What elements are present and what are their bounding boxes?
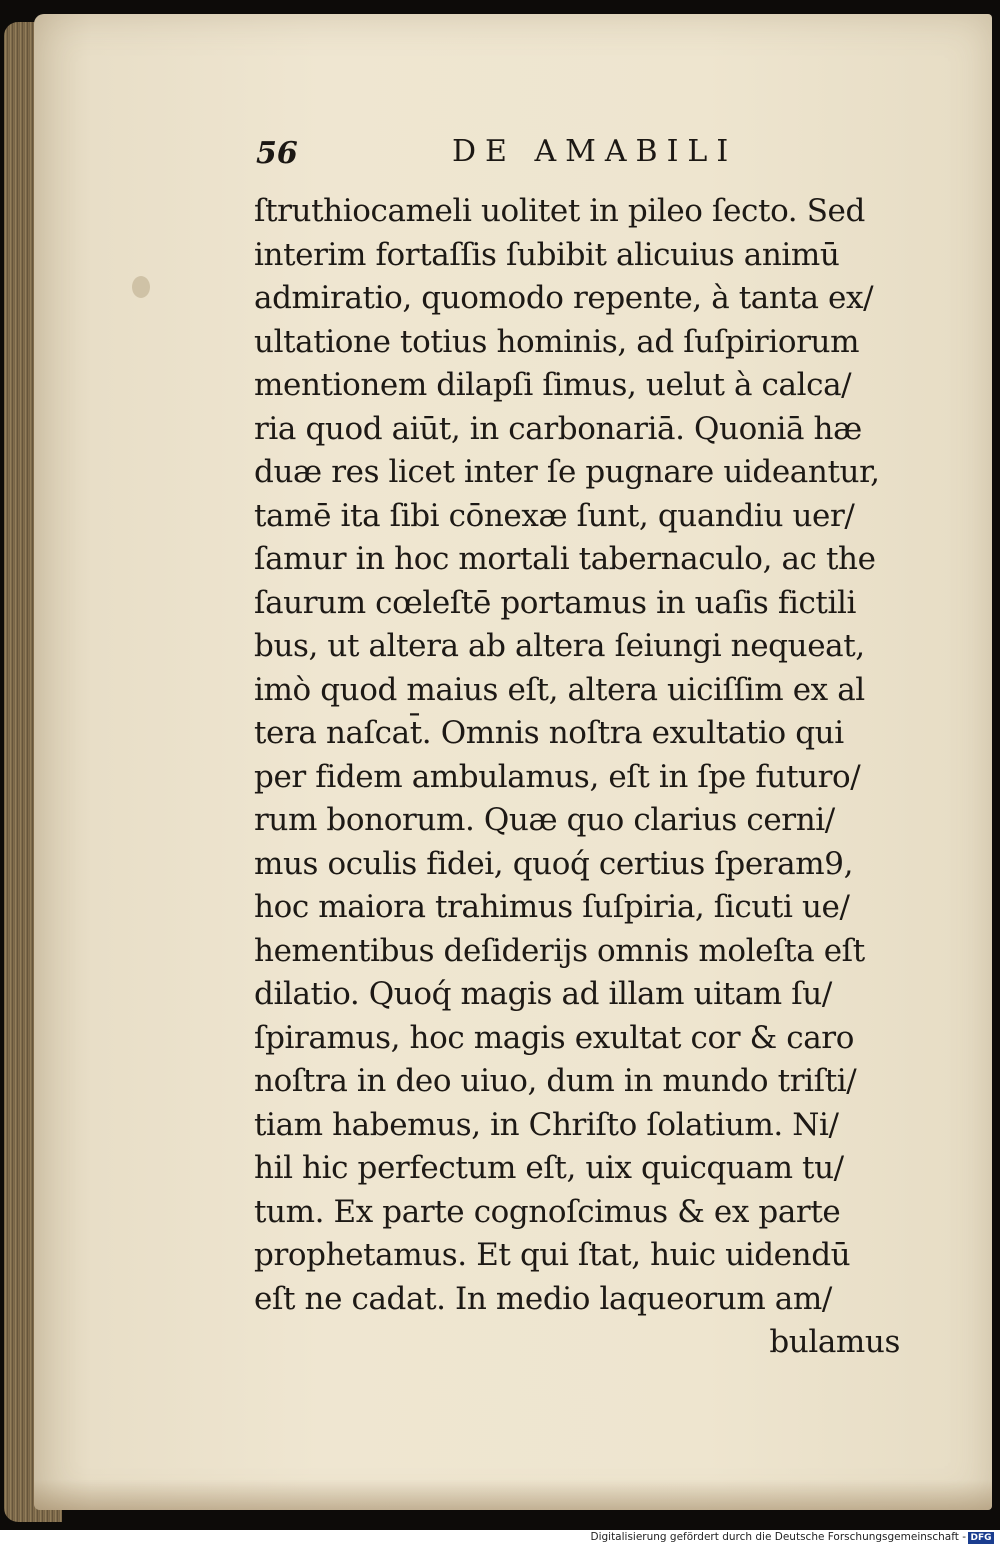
text-line: bus, ut altera ab altera ſeiungi nequeat, [254, 628, 865, 664]
text-line: hil hic perfectum eſt, uix quicquam tu/ [254, 1150, 844, 1186]
text-line: ria quod aiūt, in carbonariā. Quoniā hæ [254, 410, 862, 447]
text-line: duæ res licet inter ſe pugnare uideantur, [254, 454, 880, 490]
text-line: interim fortaſſis ſubibit alicuius animū [254, 236, 840, 273]
text-line: imò quod maius eſt, altera uiciſſim ex al [254, 671, 865, 708]
dfg-logo: DFG [968, 1532, 994, 1544]
running-head: DE AMABILI [452, 134, 738, 169]
text-line: per fidem ambulamus, eſt in ſpe futuro/ [254, 758, 861, 795]
text-line: hoc maiora trahimus ſuſpiria, ſicuti ue/ [254, 889, 850, 925]
text-line: eſt ne cadat. In medio laqueorum am/ [254, 1280, 832, 1317]
catchword-line: bulamus [769, 1324, 900, 1360]
page-number: 56 [256, 136, 298, 171]
paper-wormhole [132, 276, 150, 298]
text-line: ſamur in hoc mortali tabernaculo, ac the [254, 541, 876, 577]
text-line: rum bonorum. Quæ quo clarius cerni/ [254, 802, 835, 838]
text-line: ſpiramus, hoc magis exultat cor & caro [254, 1019, 854, 1056]
text-line: admiratio, quomodo repente, à tanta ex/ [254, 280, 874, 316]
text-line: mus oculis fidei, quoq́ certius ſperam9, [254, 845, 854, 882]
text-line: tum. Ex parte cognoſcimus & ex parte [254, 1193, 841, 1230]
text-line: noſtra in deo uiuo, dum in mundo triſti/ [254, 1063, 857, 1099]
text-line: dilatio. Quoq́ magis ad illam uitam ſu/ [254, 976, 832, 1012]
text-line: ultatione totius hominis, ad ſuſpiriorum [254, 323, 860, 360]
funding-credit: Digitalisierung gefördert durch die Deutsche Forschungsgemeinschaft - [590, 1531, 966, 1543]
text-line: prophetamus. Et qui ſtat, huic uidendū [254, 1237, 851, 1273]
text-line: ſtruthiocameli uolitet in pileo ſecto. Sed [254, 193, 865, 229]
text-line: tera naſcat̄. Omnis noſtra exultatio qui [254, 715, 844, 751]
text-line: ſaurum cœleſtē portamus in uaſis fictili [254, 584, 857, 621]
text-line: tiam habemus, in Chriſto ſolatium. Ni/ [254, 1106, 839, 1143]
body-text [254, 190, 914, 1365]
text-line: hementibus deſiderijs omnis moleſta eſt [254, 932, 865, 969]
text-line: tamē ita ſibi cōnexæ ſunt, quandiu uer/ [254, 497, 855, 534]
text-line: mentionem dilapſi ſimus, uelut à calca/ [254, 367, 852, 403]
